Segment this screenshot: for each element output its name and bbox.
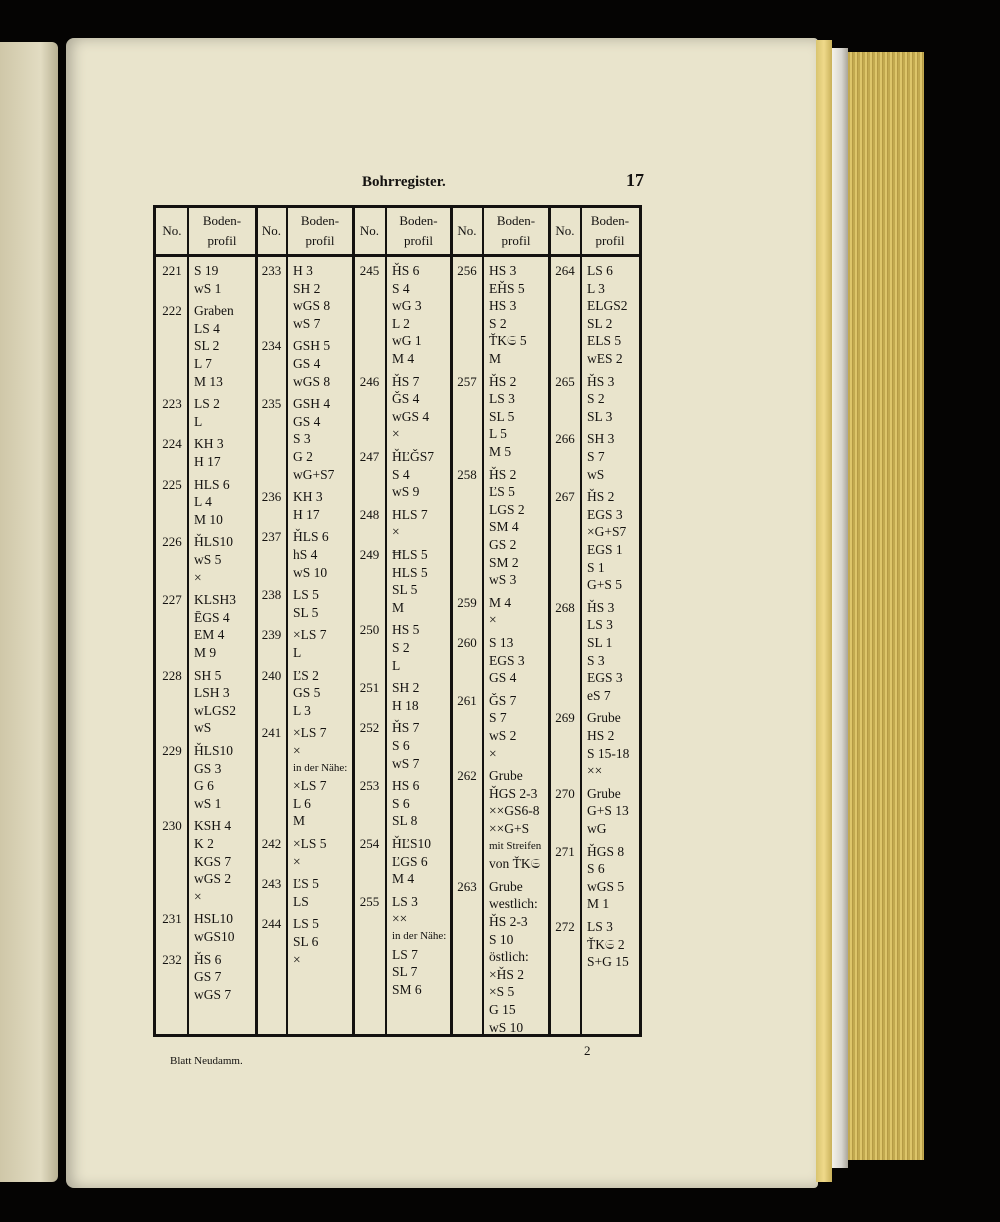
soil-profile-line: wGS10: [194, 929, 235, 944]
soil-profile-line: ×: [293, 743, 301, 758]
bore-number: 243: [261, 876, 282, 892]
bore-number: 245: [359, 263, 380, 278]
soil-profile-line: ×G+S7: [587, 524, 627, 540]
soil-profile-line: ĦLS 5: [392, 547, 428, 562]
soil-profile-line: S 13: [489, 635, 514, 650]
soil-profile-line: wGS 4: [392, 408, 430, 424]
bore-number: 256: [457, 263, 477, 278]
bore-number: 228: [162, 667, 182, 683]
bore-number: 259: [457, 594, 477, 610]
soil-profile-line: GS 7: [194, 969, 222, 985]
soil-profile-line: ȞS 2-3: [489, 914, 528, 929]
soil-profile-line: H 17: [194, 454, 221, 469]
soil-profile-line: ××: [392, 911, 408, 927]
bore-number: 237: [261, 529, 282, 545]
soil-profile-line: ×: [293, 853, 301, 869]
soil-profile-line: in der Nähe:: [293, 761, 348, 774]
soil-profile-line: ×: [489, 612, 497, 628]
soil-profile-line: S 3: [587, 652, 605, 668]
soil-profile-line: wS 10: [489, 1019, 524, 1035]
soil-profile-line: wS 1: [194, 795, 222, 811]
soil-profile-line: S 4: [392, 280, 410, 296]
soil-profile-line: M 9: [194, 645, 217, 660]
column-rule: [255, 208, 258, 1034]
soil-profile-line: GS 4: [293, 356, 321, 371]
soil-profile-line: wS 9: [392, 484, 420, 500]
soil-profile-line: ĽS 2: [293, 667, 319, 683]
soil-profile-line: S 6: [392, 795, 410, 811]
soil-profile-line: hS 4: [293, 547, 318, 562]
soil-profile-line: ŤK𝔖 2: [587, 936, 625, 952]
soil-profile-line: wS 2: [489, 728, 517, 743]
soil-profile-line: LS 3: [489, 391, 515, 407]
header-no: No.: [261, 223, 282, 238]
soil-profile-line: KSH 4: [194, 818, 232, 834]
soil-profile-line: in der Nähe:: [392, 930, 447, 942]
soil-profile-line: L 7: [194, 356, 212, 371]
bore-number: 249: [359, 547, 380, 562]
soil-profile-line: von ŤK𝔖: [489, 856, 541, 872]
soil-profile-line: SL 5: [293, 604, 319, 620]
column-rule: [482, 208, 484, 1034]
soil-profile-line: wG 3: [392, 298, 422, 314]
bore-number: 254: [359, 836, 380, 851]
soil-profile-line: ELS 5: [587, 333, 622, 349]
bore-number: 253: [359, 778, 380, 794]
soil-profile-line: ×: [392, 426, 400, 442]
soil-profile-line: HLS 6: [194, 476, 230, 492]
soil-profile-line: LS 6: [587, 263, 613, 278]
soil-profile-line: SM 2: [489, 554, 519, 570]
soil-profile-line: M: [392, 599, 405, 615]
soil-profile-line: ȞS 7: [392, 373, 420, 389]
soil-profile-line: SL 2: [587, 315, 613, 331]
bore-number: 221: [162, 263, 182, 278]
bore-number: 236: [261, 489, 282, 505]
soil-profile-line: Graben: [194, 303, 234, 319]
bore-number: 241: [261, 725, 282, 741]
soil-profile-line: S 2: [392, 640, 410, 655]
soil-profile-line: H 3: [293, 263, 313, 278]
soil-profile-line: K 2: [194, 836, 214, 851]
soil-profile-line: GS 4: [293, 413, 321, 429]
soil-profile-line: S 15-18: [587, 745, 630, 761]
signature-mark: 2: [584, 1043, 591, 1058]
soil-profile-line: wLGS2: [194, 702, 237, 718]
bore-number: 260: [457, 635, 477, 650]
bore-number: 242: [261, 836, 282, 851]
soil-profile-line: ȞĽǦS7: [392, 449, 435, 464]
column-rule: [580, 208, 582, 1034]
soil-profile-line: SH 2: [392, 680, 420, 696]
soil-profile-line: ××G+S: [489, 821, 530, 836]
soil-profile-line: ȞGS 8: [587, 843, 625, 859]
soil-profile-line: HS 3: [489, 263, 517, 278]
soil-profile-line: SM 6: [392, 981, 422, 997]
soil-profile-line: wGS 8: [293, 373, 331, 389]
soil-profile-line: SL 5: [489, 408, 515, 424]
bore-number: 258: [457, 466, 477, 482]
soil-profile-line: G 2: [293, 449, 313, 464]
soil-profile-line: L 3: [293, 702, 311, 718]
soil-profile-line: Grube: [489, 878, 523, 894]
soil-profile-line: S 7: [587, 449, 605, 464]
soil-profile-line: EȞS 5: [489, 280, 525, 296]
soil-profile-line: LS 5: [293, 916, 319, 932]
page-edge-light: [832, 48, 848, 1168]
soil-profile-line: L: [194, 413, 203, 429]
bore-number: 223: [162, 396, 182, 412]
soil-profile-line: LS: [293, 893, 309, 909]
soil-profile-line: EGS 3: [489, 652, 525, 668]
soil-profile-line: G+S 13: [587, 803, 629, 819]
soil-profile-line: EGS 1: [587, 542, 623, 557]
bore-number: 222: [162, 303, 182, 319]
bore-number: 266: [555, 431, 575, 447]
soil-profile-line: ĒGS 4: [194, 609, 230, 625]
soil-profile-line: GS 5: [293, 685, 321, 701]
soil-profile-line: ×: [489, 745, 497, 761]
soil-profile-line: GS 2: [489, 537, 517, 552]
soil-profile-line: eS 7: [587, 687, 611, 703]
soil-profile-line: G+S 5: [587, 577, 622, 593]
soil-profile-line: westlich:: [489, 896, 538, 912]
soil-profile-line: ȞLS10: [194, 743, 234, 758]
soil-profile-line: M 13: [194, 373, 223, 389]
soil-profile-line: ǦS 7: [489, 692, 517, 708]
soil-profile-line: wS 3: [489, 572, 517, 588]
soil-profile-line: ȞS 2: [587, 489, 615, 505]
soil-profile-line: wS: [194, 720, 212, 736]
soil-profile-line: ×: [194, 888, 202, 904]
soil-profile-line: KLSH3: [194, 592, 237, 608]
soil-profile-line: L 6: [293, 795, 311, 811]
bore-number: 250: [359, 622, 380, 638]
soil-profile-line: EGS 3: [587, 670, 623, 686]
header-bodenprofil: Boden- profil: [300, 213, 340, 248]
bore-number: 224: [162, 436, 182, 452]
header-no: No.: [162, 223, 182, 238]
soil-profile-line: ȞS 7: [392, 720, 420, 736]
header-bodenprofil: Boden- profil: [590, 213, 630, 248]
soil-profile-line: S 2: [587, 391, 605, 407]
facing-page-edge: [0, 42, 58, 1182]
soil-profile-line: ȞS 3: [587, 599, 615, 615]
soil-profile-line: SL 8: [392, 813, 418, 829]
soil-profile-line: LS 4: [194, 320, 220, 336]
soil-profile-line: LGS 2: [489, 501, 525, 517]
bore-number: 272: [555, 919, 575, 934]
soil-profile-line: ǦS 4: [392, 391, 420, 407]
soil-profile-line: Grube: [587, 710, 621, 726]
soil-profile-line: HSL10: [194, 911, 234, 927]
soil-profile-line: HLS 7: [392, 506, 428, 522]
soil-profile-line: KH 3: [194, 436, 224, 452]
bore-number: 234: [261, 338, 282, 354]
soil-profile-line: S 2: [489, 315, 507, 331]
soil-profile-line: Grube: [489, 768, 523, 784]
bore-number: 230: [162, 818, 182, 834]
soil-profile-line: Grube: [587, 785, 621, 801]
soil-profile-line: L 5: [489, 426, 507, 442]
soil-profile-line: H 17: [293, 506, 320, 522]
soil-profile-line: LSH 3: [194, 685, 230, 701]
soil-profile-line: LS 5: [293, 587, 319, 603]
soil-profile-line: ȞS 6: [194, 951, 222, 967]
soil-profile-line: S 6: [587, 861, 605, 877]
soil-profile-line: SL 2: [194, 338, 220, 354]
soil-profile-line: KGS 7: [194, 853, 232, 869]
bore-number: 239: [261, 627, 282, 643]
soil-profile-line: G 6: [194, 778, 214, 794]
soil-profile-line: ĽS 5: [293, 876, 319, 892]
sheet-name: Blatt Neudamm.: [170, 1055, 243, 1067]
bore-number: 269: [555, 710, 575, 726]
column-rule: [450, 208, 453, 1034]
bore-number: 246: [359, 373, 380, 389]
header-no: No.: [359, 223, 380, 238]
bore-number: 268: [555, 599, 575, 615]
bore-register-table: [153, 205, 642, 1037]
soil-profile-line: wS 1: [194, 280, 222, 296]
soil-profile-line: ×: [194, 569, 202, 585]
soil-profile-line: wS: [587, 466, 605, 482]
soil-profile-line: S 19: [194, 263, 219, 278]
soil-profile-line: LS 3: [392, 893, 418, 909]
soil-profile-line: SL 1: [587, 635, 613, 650]
soil-profile-line: L: [392, 657, 401, 673]
soil-profile-line: ×LS 7: [293, 725, 327, 741]
bore-number: 247: [359, 449, 380, 464]
soil-profile-line: ȞS 3: [587, 373, 615, 389]
soil-profile-line: L: [293, 645, 302, 660]
soil-profile-line: GS 4: [489, 670, 517, 686]
soil-profile-line: L 2: [392, 315, 410, 331]
soil-profile-line: L 4: [194, 494, 212, 510]
bore-number: 267: [555, 489, 575, 505]
soil-profile-line: wG: [587, 821, 607, 836]
bore-number: 248: [359, 506, 380, 522]
header-bodenprofil: Boden- profil: [202, 213, 242, 248]
running-title: Bohrregister.: [362, 174, 446, 190]
soil-profile-line: HS 3: [489, 298, 517, 314]
soil-profile-line: L 3: [587, 280, 605, 296]
soil-profile-line: M 4: [392, 351, 415, 366]
soil-profile-line: S 6: [392, 738, 410, 753]
soil-profile-line: LS 3: [587, 617, 613, 633]
soil-profile-line: wG 1: [392, 333, 422, 349]
page-edge-gilt: [816, 40, 832, 1182]
soil-profile-line: ×LS 5: [293, 836, 327, 851]
page-stack: [848, 52, 924, 1160]
soil-profile-line: HLS 5: [392, 564, 428, 580]
soil-profile-line: GSH 4: [293, 396, 331, 412]
soil-profile-line: M 5: [489, 444, 512, 459]
soil-profile-line: LS 7: [392, 946, 418, 962]
soil-profile-line: M: [489, 351, 502, 366]
bore-number: 262: [457, 768, 477, 784]
soil-profile-line: SH 2: [293, 280, 321, 296]
soil-profile-line: HS 5: [392, 622, 420, 638]
page-number: 17: [626, 170, 644, 190]
soil-profile-line: wGS 5: [587, 878, 625, 894]
soil-profile-line: wGS 7: [194, 986, 232, 1002]
bore-number: 227: [162, 592, 182, 608]
soil-profile-line: wS 10: [293, 564, 328, 580]
soil-profile-line: ŤK𝔖 5: [489, 333, 527, 349]
soil-profile-line: KH 3: [293, 489, 323, 505]
bore-number: 244: [261, 916, 282, 932]
bore-number: 231: [162, 911, 182, 927]
soil-profile-line: ȞLS 6: [293, 529, 329, 545]
bore-number: 264: [555, 263, 575, 278]
soil-profile-line: ××GS6-8: [489, 803, 540, 819]
soil-profile-line: ȞS 2: [489, 373, 517, 389]
soil-profile-line: M 1: [587, 896, 610, 912]
soil-profile-line: S 1: [587, 559, 605, 575]
soil-profile-line: S 10: [489, 931, 514, 947]
header-bodenprofil: Boden- profil: [496, 213, 536, 248]
bore-number: 238: [261, 587, 282, 603]
soil-profile-line: EGS 3: [587, 506, 623, 522]
soil-profile-line: wGS 8: [293, 298, 331, 314]
soil-profile-line: ȞS 6: [392, 263, 420, 278]
bore-number: 233: [261, 263, 282, 278]
bore-number: 265: [555, 373, 575, 389]
header-no: No.: [457, 223, 477, 238]
soil-profile-line: ×LS 7: [293, 627, 327, 643]
soil-profile-line: HS 6: [392, 778, 420, 794]
soil-profile-line: ELGS2: [587, 298, 628, 314]
bore-number: 232: [162, 951, 182, 967]
bore-number: 226: [162, 534, 182, 550]
bore-number: 235: [261, 396, 282, 412]
soil-profile-line: ȞGS 2-3: [489, 785, 538, 801]
column-rule: [548, 208, 551, 1034]
soil-profile-line: SH 5: [194, 667, 222, 683]
soil-profile-line: wES 2: [587, 351, 623, 366]
soil-profile-line: wS 5: [194, 552, 222, 567]
soil-profile-line: SL 6: [293, 934, 319, 949]
soil-profile-line: wS 7: [392, 755, 420, 771]
soil-profile-line: S 7: [489, 710, 507, 726]
soil-profile-line: ×: [392, 524, 400, 540]
soil-profile-line: H 18: [392, 697, 419, 713]
bore-number: 251: [359, 680, 380, 696]
bore-number: 257: [457, 373, 477, 389]
bore-number: 229: [162, 743, 182, 758]
soil-profile-line: ȞS 2: [489, 466, 517, 482]
soil-profile-line: GS 3: [194, 760, 222, 776]
soil-profile-line: wG+S7: [293, 466, 335, 482]
bore-number: 261: [457, 692, 477, 708]
soil-profile-line: ×ȞS 2: [489, 966, 524, 982]
soil-profile-line: wS 7: [293, 315, 321, 331]
bore-number: 240: [261, 667, 282, 683]
soil-profile-line: S 4: [392, 466, 410, 482]
soil-profile-line: S+G 15: [587, 954, 629, 970]
soil-profile-line: S 3: [293, 431, 311, 447]
soil-profile-line: G 15: [489, 1002, 516, 1017]
soil-profile-line: HS 2: [587, 728, 615, 743]
soil-profile-line: M: [293, 813, 306, 829]
soil-profile-line: wGS 2: [194, 871, 232, 887]
soil-profile-line: ××: [587, 763, 603, 779]
soil-profile-line: SH 3: [587, 431, 615, 447]
header-no: No.: [555, 223, 575, 238]
bore-number: 263: [457, 878, 477, 894]
soil-profile-line: SL 5: [392, 582, 418, 598]
column-rule: [286, 208, 288, 1034]
bore-number: 270: [555, 785, 575, 801]
header-rule: [156, 254, 639, 257]
soil-profile-line: ȞLS10: [194, 534, 234, 550]
soil-profile-line: ȞĽS10: [392, 836, 432, 851]
soil-profile-line: ×: [293, 951, 301, 967]
bore-number: 225: [162, 476, 182, 492]
bore-number: 255: [359, 893, 380, 909]
header-bodenprofil: Boden- profil: [399, 213, 438, 248]
soil-profile-line: SL 3: [587, 408, 613, 424]
soil-profile-line: mit Streifen: [489, 839, 542, 852]
soil-profile-line: LS 2: [194, 396, 220, 412]
bore-number: 271: [555, 843, 575, 859]
soil-profile-line: GSH 5: [293, 338, 331, 354]
bore-number: 252: [359, 720, 380, 736]
soil-profile-line: SM 4: [489, 519, 519, 535]
soil-profile-line: M 4: [392, 871, 415, 887]
soil-profile-line: SL 7: [392, 964, 418, 980]
soil-profile-line: M 10: [194, 511, 223, 527]
soil-profile-line: LS 3: [587, 919, 613, 934]
soil-profile-line: ×LS 7: [293, 778, 327, 794]
soil-profile-line: ĽGS 6: [392, 853, 428, 869]
soil-profile-line: östlich:: [489, 949, 529, 965]
soil-profile-line: ×S 5: [489, 984, 515, 1000]
soil-profile-line: ĽS 5: [489, 484, 515, 500]
soil-profile-line: M 4: [489, 594, 512, 610]
soil-profile-line: EM 4: [194, 627, 225, 643]
